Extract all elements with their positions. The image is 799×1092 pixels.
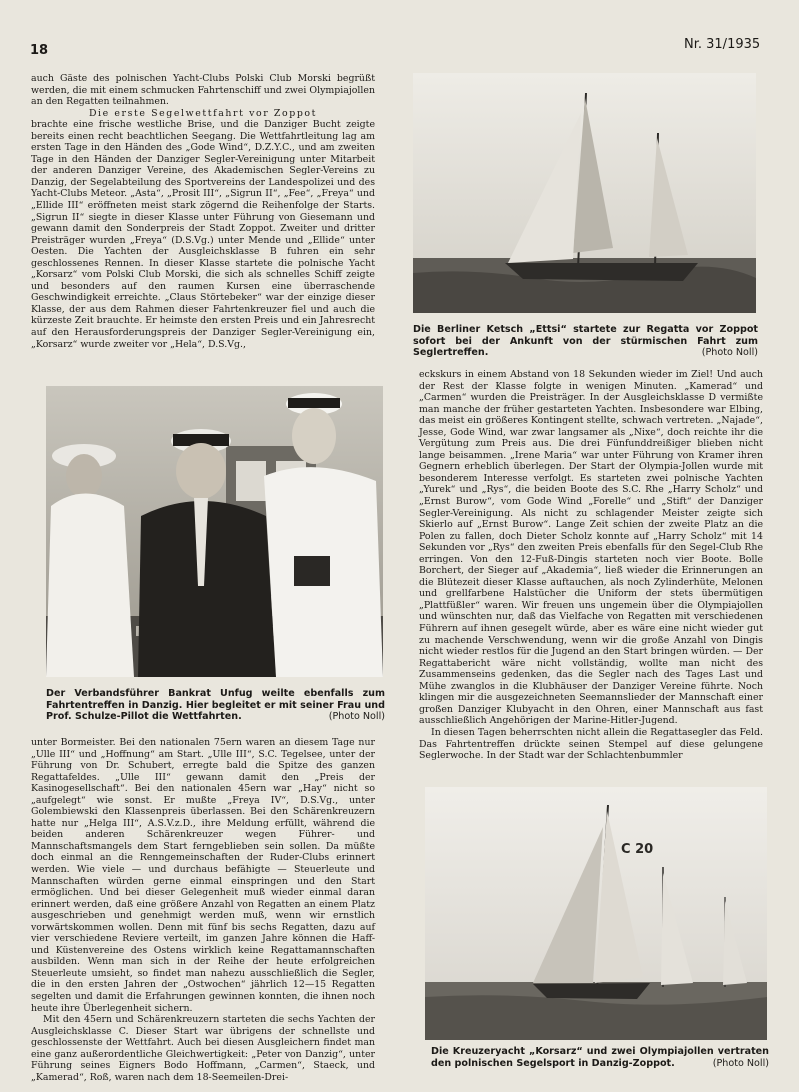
page-number: 18: [30, 43, 49, 58]
caption-text: Die Kreuzeryacht „Korsarz“ und zwei Olympiajollen vertraten den polnischen Segelsport in Danzig-Zoppot.: [431, 1046, 769, 1069]
issue-number: Nr. 31/1935: [684, 37, 761, 52]
caption-officials: [46, 688, 385, 723]
caption-text: Der Verbandsführer Bankrat Unfug weilte ebenfalls zum Fahrtentreffen in Danzig. Hier begleitet er mit seiner Frau und Prof. Schulze-Pillot die Wettfahrten.: [46, 688, 385, 723]
left-column-top: [31, 73, 375, 350]
right-column: [419, 369, 763, 762]
caption-korsarz: [431, 1046, 769, 1069]
caption-text: Die Berliner Ketsch „Ettsi“ startete zur Regatta vor Zoppot sofort bei der Ankunft von der stürmischen Fahrt zum Seglertreffen.: [413, 324, 758, 359]
sail-number: C 20: [621, 842, 654, 857]
ketch-photo-image: [413, 73, 756, 313]
photo-credit: (Photo Noll): [328, 711, 385, 723]
photo-credit: (Photo Noll): [701, 347, 758, 359]
section-subheading: Die erste Segelwettfahrt vor Zoppot: [88, 107, 318, 119]
photo-ketch: [413, 73, 756, 313]
photo-credit: (Photo Noll): [712, 1057, 769, 1069]
paragraph: Mit den 45ern und Schärenkreuzern starteten die sechs Yachten der Ausgleichsklasse C. Dieser Start war übrigens der schnellste und geschlossenste der Wettfahrt. Auch bei diesen Ausgleichern findet man eine ganz außerordentliche Gleichwertigkeit: „Peter von Danzig“, unter Führung seines Eigners Bodo Hoffmann, „Carmen“, Staeck, und „Kamerad“, Roß, waren nach dem 18-Seemeilen-Drei-: [31, 1014, 375, 1083]
caption-ketch: [413, 324, 758, 359]
paragraph: unter Bormeister. Bei den nationalen 75ern waren an diesem Tage nur „Ulle III“ und „Hoffnung“ am Start. „Ulle III“, S.C. Tegelsee, unter der Führung von Dr. Schubert, erregte bald die Spitze des ganzen Regattafeldes. „Ulle III“ gewann damit den „Preis der Kasinogesellschaft“. Bei den nationalen 45ern war „Hay“ nicht so „aufgelegt“ wie sonst. Er mußte „Freya IV“, D.S.Vg., unter Golembiewski den Klassenpreis überlassen. Bei den Schärenkreuzern hatte nur „Helga III“, A.S.V.z.D., ihre Meldung erfüllt, während die beiden anderen Schärenkreuzer wegen Führer- und Mannschaftsmangels dem Start ferngeblieben sein sollen. Da müßte doch einmal an die Renngemeinschaften der Ruder-Clubs erinnert werden. Wie viele — und durchaus befähigte — Steuerleute und Mannschaften würden gerne einmal einspringen und den Start ermöglichen. Und bei dieser Gelegenheit muß wieder einmal daran erinnert werden, daß eine größere Anzahl von Regatten an einem Platz ausgeschrieben und genehmigt werden muß, wenn wir ernstlich vorwärtskommen wollen. Denn mit fünf bis sechs Regatten, dazu auf vier verschiedene Reviere verteilt, im ganzen Jahre können die Haff- und Küstenvereine des Ostens wirklich keine Regattamannschaften ausbilden. Wenn man sich in der Reihe der heute erfolgreichen Steuerleute umsieht, so findet man nahezu ausschließlich die Segler, die in den ersten Jahren der „Ostwochen“ jährlich 12—15 Regatten segelten und damit die Erfahrungen gewinnen konnten, die ihnen noch heute ihre Überlegenheit sichern.: [31, 737, 375, 1014]
paragraph: brachte eine frische westliche Brise, und die Danziger Bucht zeigte bereits einen recht beachtlichen Seegang. Die Wettfahrtleitung lag am ersten Tage in den Händen des „Gode Wind“, D.Z.Y.C., und am zweiten Tage in den Händen der Danziger Segler-Vereinigung unter Mitarbeit der anderen Danziger Vereine, des Akademischen Segler-Vereins zu Danzig, der Segelabteilung des Sportvereins der Landespolizei und des Yacht-Clubs Meteor. „Asta“, „Prosit III“, „Sigrun II“, „Fee“, „Freya“ und „Ellide III“ eröffneten meist stark zögernd die Reihenfolge der Starts. „Sigrun II“ siegte in dieser Klasse unter Führung von Giesemann und gewann damit den Sonderpreis der Stadt Zoppot. Zweiter und dritter Preisträger wurden „Freya“ (D.S.Vg.) unter Mende und „Ellide“ unter Oesten. Die Yachten der Ausgleichsklasse B fuhren ein sehr geschlossenes Rennen. In dieser Klasse startete die polnische Yacht „Korsarz“ vom Polski Club Morski, die sich als schnelles Schiff zeigte und besonders auf den raumen Kursen eine überraschende Geschwindigkeit erreichte. „Claus Störtebeker“ war der einzige dieser Klasse, der aus dem Rahmen dieser Fahrtenkreuzer fiel und auch die kürzeste Zeit brauchte. Er heimste den ersten Preis und ein Jahresrecht auf den Herausforderungspreis der Danziger Segler-Vereinigung ein, „Korsarz“ wurde zweiter vor „Hela“, D.S.Vg.,: [31, 119, 375, 350]
photo-officials: [46, 386, 383, 677]
photo-korsarz: [425, 787, 767, 1040]
paragraph: In diesen Tagen beherrschten nicht allein die Regattasegler das Feld. Das Fahrtentreffen drückte seinen Stempel auf diese gelungene Seglerwoche. In der Stadt war der Schlachtenbummler: [419, 726, 763, 762]
paragraph: eckskurs in einem Abstand von 18 Sekunden wieder im Ziel! Und auch der Rest der Klasse folgte in wenigen Minuten. „Kamerad“ und „Carmen“ wurden die Preisträger. In der Ausgleichsklasse D vermißte man manche der früher gestarteten Yachten. Insbesondere war Elbing, das meist ein größeres Kontingent stellte, schwach vertreten. „Najade“, Jesse, Gode Wind, war zwar langsamer als „Nixe“, doch reichte ihr die Vergütung zum Preis aus. Die drei Fünfunddreißiger blieben nicht lange beisammen. „Irene Maria“ war unter Führung von Kramer ihren Gegnern erheblich überlegen. Der Start der Olympia-Jollen wurde mit besonderem Interesse verfolgt. Es starteten zwei polnische Yachten „Yurek“ und „Rys“, die beiden Boote des S.C. Rhe „Harry Scholz“ und „Ernst Burow“, vom Gode Wind „Forelle“ und „Stift“ der Danziger Segler-Vereinigung. Als nicht zu schlagender Meister zeigte sich Skierlo auf „Ernst Burow“. Lange Zeit schien der zweite Platz an die Polen zu fallen, doch Dieter Scholz konnte auf „Harry Scholz“ mit 14 Sekunden vor „Rys“ den zweiten Preis ebenfalls für den Segel-Club Rhe erringen. Von den 12-Fuß-Dingis starteten noch vier Boote. Bolle Borchert, der Sieger auf „Akademia“, ließ wieder die Erinnerungen an die Blütezeit dieser Klasse auftauchen, als noch Zylinderhüte, Melonen und grellfarbene Halstücher die Uniform der stets übermütigen „Plattfüßler“ waren. Wir freuen uns ungemein über die Olympiajollen und wünschten nur, daß das Vielfache von Regatten mit verschiedenen Führern auf ihnen gesegelt würde, aber es wäre eine nicht wieder gut zu machende Verschwendung, wenn wir die große Anzahl von Dingis nicht wieder restlos für die Jugend an den Start bringen würden. — Der Regattabericht wäre nicht vollständig, wollte man nicht des Zusammenseins gedenken, das die Segler nach des Tages Last und Mühe zwanglos in die Klubhäuser der Danziger Vereine führte. Noch klingen mir die ausgezeichneten Seemannslieder der Mannschaft einer großen Danziger Klubyacht in den Ohren, einer Mannschaft aus fast ausschließlich Angehörigen der Marine-Hitler-Jugend.: [419, 369, 763, 727]
left-column-bottom: [31, 737, 375, 1083]
korsarz-photo-image: [425, 787, 767, 1040]
paragraph: auch Gäste des polnischen Yacht-Clubs Polski Club Morski begrüßt werden, die mit einem schmucken Fahrtenschiff und zwei Olympiajollen an den Regatten teilnahmen.: [31, 73, 375, 108]
officials-photo-image: [46, 386, 383, 677]
